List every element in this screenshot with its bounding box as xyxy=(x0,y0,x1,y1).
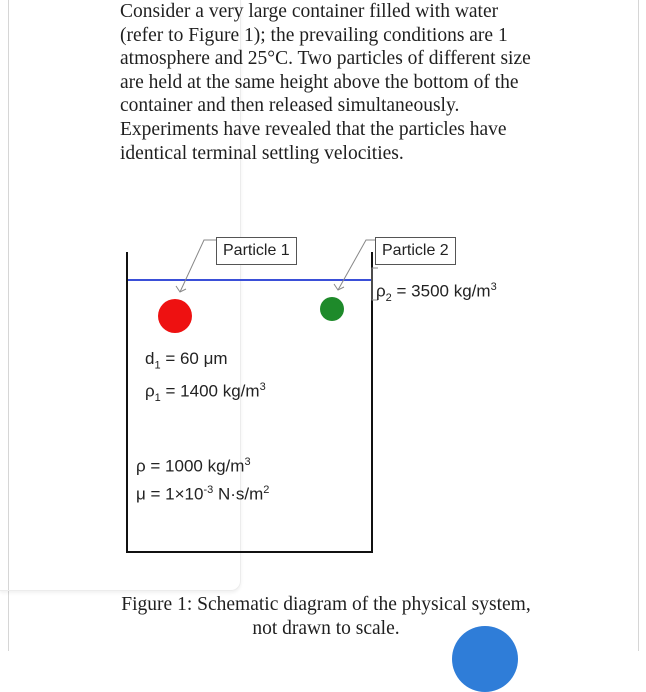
d1-value: = 60 μm xyxy=(160,349,228,368)
viscosity-units-exponent: 2 xyxy=(263,484,270,496)
fluid-density-value: ρ = 1000 kg/m xyxy=(136,456,245,476)
figure-caption: Figure 1: Schematic diagram of the physical system, not drawn to scale. xyxy=(121,594,531,639)
viscosity-units: N·s/m xyxy=(213,484,264,504)
particle-2-leader-arrowhead xyxy=(334,284,344,290)
floating-action-circle[interactable] xyxy=(452,626,518,692)
rho1-subscript: 1 xyxy=(154,392,161,405)
rho2-value: = 3500 kg/m xyxy=(391,281,491,301)
fluid-density xyxy=(136,450,251,479)
rho2-subscript: 2 xyxy=(385,292,392,305)
rho1-symbol: ρ xyxy=(145,381,155,401)
problem-statement: Consider a very large container filled with water (refer to Figure 1); the prevailing conditions are 1 atmosphere and 25°C. Two particles of different size are held at the same height above the bottom of the container and then released simultaneously. Experiments have revealed that the particles have identical terminal settling velocities. xyxy=(120,1,531,164)
particle-1-diameter xyxy=(145,347,228,377)
particle-2-circle xyxy=(320,297,344,321)
particle-2-leader-line xyxy=(338,240,376,290)
particle-1-circle xyxy=(158,299,192,333)
rho2-symbol: ρ xyxy=(376,281,386,301)
fluid-viscosity xyxy=(136,478,269,507)
viscosity-exponent: -3 xyxy=(203,484,214,496)
rho2-exponent: 3 xyxy=(490,281,497,293)
particle-1-density xyxy=(145,375,266,410)
particle-1-leader-line xyxy=(180,240,216,292)
fluid-density-exponent: 3 xyxy=(244,456,251,468)
d1-symbol: d xyxy=(145,349,155,368)
particle-2-label: Particle 2 xyxy=(375,237,456,265)
rho1-exponent: 3 xyxy=(259,381,266,393)
particle-2-density xyxy=(376,275,497,310)
d1-subscript: 1 xyxy=(154,359,161,372)
viscosity-value: μ = 1×10 xyxy=(136,484,204,504)
particle-1-label: Particle 1 xyxy=(216,237,297,265)
rho1-value: = 1400 kg/m xyxy=(160,381,260,401)
